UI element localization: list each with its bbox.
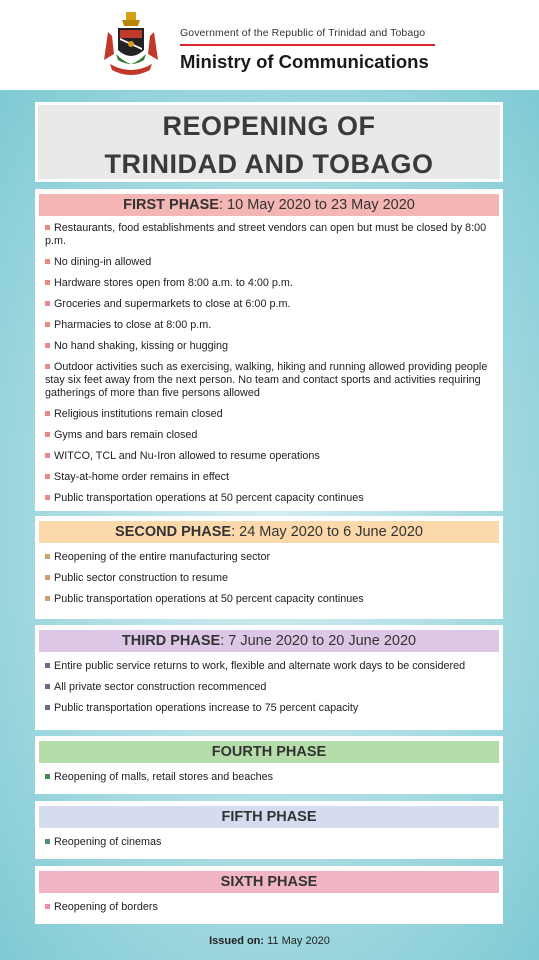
issued-label: Issued on:: [209, 935, 265, 947]
list-item: Outdoor activities such as exercising, walking, hiking and running allowed providing people stay six feet away from the next person. No team and contact sports and activities requiring gatherings of more than five persons allowed: [45, 361, 488, 399]
phase-3-header: [39, 630, 499, 652]
bullet-icon: [45, 225, 50, 230]
bullet-icon: [45, 596, 50, 601]
phase-3-name: THIRD PHASE: [121, 633, 221, 649]
phase-6-header: [39, 871, 499, 893]
list-item: No dining-in allowed: [45, 256, 495, 269]
phase-3-panel: [35, 625, 503, 730]
government-name: Government of the Republic of Trinidad and Tobago: [180, 27, 426, 39]
page-title: [35, 102, 503, 182]
bullet-icon: [45, 432, 50, 437]
phase-5-name: FIFTH PHASE: [221, 809, 317, 825]
bullet-icon: [45, 343, 50, 348]
bullet-icon: [45, 364, 50, 369]
coat-of-arms-icon: [100, 10, 162, 78]
bullet-icon: [45, 705, 50, 710]
bullet-icon: [45, 474, 50, 479]
phase-6-panel: [35, 866, 503, 924]
list-item: Gyms and bars remain closed: [45, 429, 495, 442]
phase-2-panel: [35, 516, 503, 619]
list-item: Reopening of the entire manufacturing sector: [45, 551, 495, 564]
bullet-icon: [45, 411, 50, 416]
list-item: Reopening of cinemas: [45, 836, 495, 849]
list-item: Stay-at-home order remains in effect: [45, 471, 495, 484]
bullet-icon: [45, 495, 50, 500]
phase-2-name: SECOND PHASE: [115, 524, 232, 540]
bullet-icon: [45, 684, 50, 689]
phase-1-header: [39, 194, 499, 216]
bullet-icon: [45, 774, 50, 779]
phase-4-name: FOURTH PHASE: [211, 744, 327, 760]
list-item: Entire public service returns to work, flexible and alternate work days to be considered: [45, 660, 495, 673]
phase-4-list: [35, 763, 503, 784]
phase-5-header: [39, 806, 499, 828]
bullet-icon: [45, 301, 50, 306]
bullet-icon: [45, 453, 50, 458]
phase-1-name: FIRST PHASE: [123, 197, 219, 213]
title-line-2: TRINIDAD AND TOBAGO: [104, 149, 434, 179]
list-item: No hand shaking, kissing or hugging: [45, 340, 495, 353]
issued-value: 11 May 2020: [264, 935, 330, 947]
bullet-icon: [45, 904, 50, 909]
list-item: Public sector construction to resume: [45, 572, 495, 585]
list-item: Reopening of malls, retail stores and beaches: [45, 771, 495, 784]
list-item: Pharmacies to close at 8:00 p.m.: [45, 319, 495, 332]
title-line-1: REOPENING OF: [162, 111, 376, 141]
bullet-icon: [45, 554, 50, 559]
phase-3-list: [35, 652, 503, 715]
bullet-icon: [45, 663, 50, 668]
ministry-name: Ministry of Communications: [180, 51, 429, 72]
issued-date: [0, 935, 539, 947]
list-item: Public transportation operations increase to 75 percent capacity: [45, 702, 495, 715]
bullet-icon: [45, 322, 50, 327]
phase-5-list: [35, 828, 503, 849]
bullet-icon: [45, 839, 50, 844]
phase-2-list: [35, 543, 503, 606]
phase-1-list: [35, 216, 503, 505]
list-item: Public transportation operations at 50 percent capacity continues: [45, 492, 495, 505]
list-item: All private sector construction recommenced: [45, 681, 495, 694]
list-item: Religious institutions remain closed: [45, 408, 495, 421]
phase-4-header: [39, 741, 499, 763]
list-item: Groceries and supermarkets to close at 6:00 p.m.: [45, 298, 495, 311]
phase-6-name: SIXTH PHASE: [220, 874, 318, 890]
list-item: Reopening of borders: [45, 901, 495, 914]
list-item: Restaurants, food establishments and street vendors can open but must be closed by 8:00 p.m.: [45, 222, 487, 247]
bullet-icon: [45, 575, 50, 580]
bullet-icon: [45, 280, 50, 285]
phase-1-panel: [35, 189, 503, 511]
phase-3-dates: : 7 June 2020 to 20 June 2020: [220, 633, 417, 649]
divider: [180, 44, 435, 46]
phase-2-dates: : 24 May 2020 to 6 June 2020: [231, 524, 423, 540]
header: [0, 0, 539, 90]
phase-6-list: [35, 893, 503, 914]
list-item: WITCO, TCL and Nu-Iron allowed to resume operations: [45, 450, 495, 463]
list-item: Hardware stores open from 8:00 a.m. to 4:00 p.m.: [45, 277, 495, 290]
phase-1-dates: : 10 May 2020 to 23 May 2020: [218, 197, 415, 213]
list-item: Public transportation operations at 50 percent capacity continues: [45, 593, 495, 606]
bullet-icon: [45, 259, 50, 264]
phase-5-panel: [35, 801, 503, 859]
phase-4-panel: [35, 736, 503, 794]
phase-2-header: [39, 521, 499, 543]
